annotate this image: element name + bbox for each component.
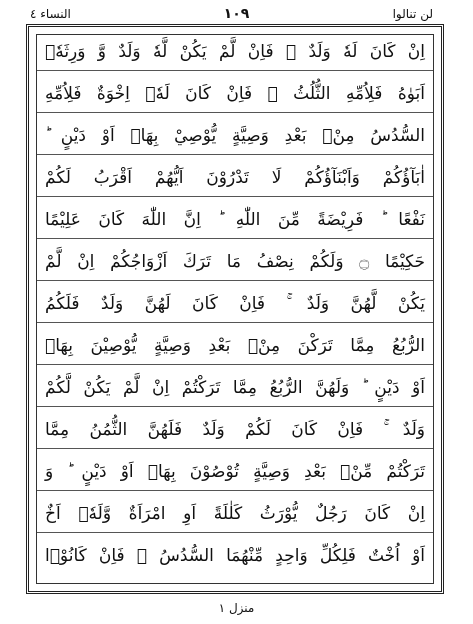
text-block	[36, 34, 434, 584]
text-line-8: الرُّبُعُ مِمَّا تَرَكْنَ مِنْۢ بَعْدِ وَصِيَّةٍ يُّوْصِيْنَ بِهَاۤ	[37, 329, 433, 365]
text-line-6: حَكِيْمًا ۝ وَلَكُمْ نِصْفُ مَا تَرَكَ اَزْوَاجُكُمْ اِنْ لَّمْ	[37, 245, 433, 281]
text-line-11: تَرَكْتُمْ مِّنْۢ بَعْدِ وَصِيَّةٍ تُوْصُوْنَ بِهَاۤ اَوْ دَيْنٍ ؕ وَ	[37, 455, 433, 491]
text-line-13: اَوْ اُخْتٌ فَلِكُلِّ وَاحِدٍ مِّنْهُمَا السُّدُسُ ۚ فَاِنْ كَانُوْۤا	[45, 546, 425, 566]
text-line-9: اَوْ دَيْنٍ ؕ وَلَهُنَّ الرُّبُعُ مِمَّا تَرَكْتُمْ اِنْ لَّمْ يَكُنْ لَّكُمْ	[37, 371, 433, 407]
text-line-10: وَلَدٌ ۚ فَاِنْ كَانَ لَكُمْ وَلَدٌ فَلَهُنَّ الثُّمُنُ مِمَّا	[37, 413, 433, 449]
text-line-3: السُّدُسُ مِنْۢ بَعْدِ وَصِيَّةٍ يُّوْصِيْ بِهَاۤ اَوْ دَيْنٍ ؕ	[37, 119, 433, 155]
text-line-12: اِنْ كَانَ رَجُلٌ يُّوْرَثُ كَلٰلَةً اَوِ امْرَاَةٌ وَّلَهٗۤ اَخٌ	[37, 497, 433, 533]
header-surah-name: النساء ٤	[30, 7, 71, 21]
footer-manzil: منزل ١	[218, 601, 255, 615]
text-line-5: نَفْعًا ؕ فَرِيْضَةً مِّنَ اللّٰهِ ؕ اِنَّ اللّٰهَ كَانَ عَلِيْمًا	[37, 203, 433, 239]
header-page-number: ١٠٩	[223, 6, 250, 22]
text-line-2: اَبَوٰهُ فَلِاُمِّهِ الثُّلُثُ ۚ فَاِنْ كَانَ لَهٗۤ اِخْوَةٌ فَلِاُمِّهِ	[37, 77, 433, 113]
header-juz-name: لن تنالوا	[392, 7, 433, 21]
text-line-7: يَكُنْ لَّهُنَّ وَلَدٌ ۚ فَاِنْ كَانَ لَهُنَّ وَلَدٌ فَلَكُمُ	[37, 287, 433, 323]
text-line-4: اٰبَآؤُكُمْ وَاَبْنَآؤُكُمْ لَا تَدْرُوْنَ اَيُّهُمْ اَقْرَبُ لَكُمْ	[37, 161, 433, 197]
text-line-1: اِنْ كَانَ لَهٗ وَلَدٌ ۚ فَاِنْ لَّمْ يَكُنْ لَّهٗ وَلَدٌ وَّ وَرِثَهٗۤ	[37, 35, 433, 71]
